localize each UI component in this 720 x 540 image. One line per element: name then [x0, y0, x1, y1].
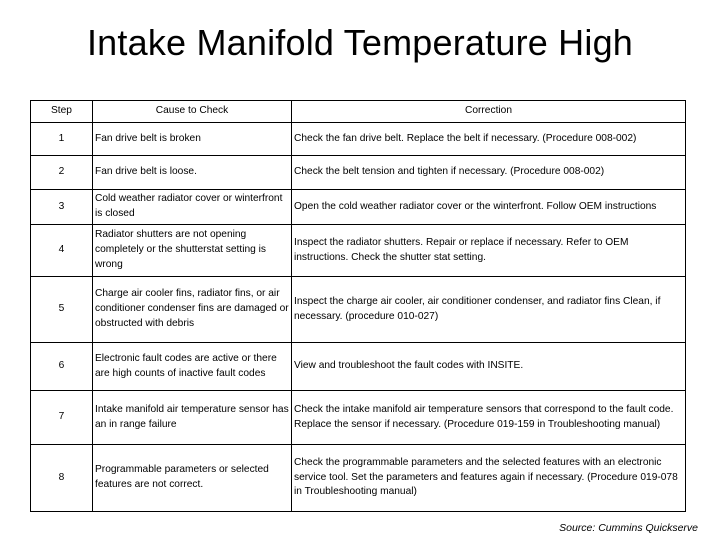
- header-correction: Correction: [292, 101, 686, 123]
- table-row: [31, 190, 686, 225]
- table-row: [31, 343, 686, 391]
- correction-cell: Check the programmable parameters and the selected features with an electronic service tool. Set the parameters and features again if necessary. (Procedure 019-078 in Troubleshooting manual): [292, 445, 686, 512]
- header-cause: Cause to Check: [93, 101, 292, 123]
- correction-cell: Check the belt tension and tighten if necessary. (Procedure 008-002): [292, 156, 686, 190]
- table-row: [31, 156, 686, 190]
- correction-cell: View and troubleshoot the fault codes with INSITE.: [292, 343, 686, 391]
- table-row: [31, 445, 686, 512]
- cause-cell: Radiator shutters are not opening completely or the shutterstat setting is wrong: [93, 225, 292, 277]
- header-step: Step: [31, 101, 93, 123]
- table-row: [31, 123, 686, 156]
- step-cell: 7: [31, 391, 93, 445]
- cause-cell: Programmable parameters or selected features are not correct.: [93, 445, 292, 512]
- step-cell: 2: [31, 156, 93, 190]
- cause-cell: Fan drive belt is broken: [93, 123, 292, 156]
- table-row: [31, 391, 686, 445]
- correction-cell: Inspect the charge air cooler, air conditioner condenser, and radiator fins Clean, if necessary. (procedure 010-027): [292, 277, 686, 343]
- cause-cell: Fan drive belt is loose.: [93, 156, 292, 190]
- source-caption: Source: Cummins Quickserve: [559, 522, 698, 534]
- step-cell: 5: [31, 277, 93, 343]
- correction-cell: Check the intake manifold air temperature sensors that correspond to the fault code. Replace the sensor if necessary. (Procedure 019-159 in Troubleshooting manual): [292, 391, 686, 445]
- cause-cell: Electronic fault codes are active or there are high counts of inactive fault codes: [93, 343, 292, 391]
- step-cell: 6: [31, 343, 93, 391]
- step-cell: 8: [31, 445, 93, 512]
- step-cell: 4: [31, 225, 93, 277]
- table-row: [31, 225, 686, 277]
- cause-cell: Intake manifold air temperature sensor has an in range failure: [93, 391, 292, 445]
- page-title: Intake Manifold Temperature High: [86, 22, 634, 63]
- correction-cell: Check the fan drive belt. Replace the belt if necessary. (Procedure 008-002): [292, 123, 686, 156]
- step-cell: 1: [31, 123, 93, 156]
- cause-cell: Charge air cooler fins, radiator fins, or air conditioner condenser fins are damaged or obstructed with debris: [93, 277, 292, 343]
- correction-cell: Open the cold weather radiator cover or the winterfront. Follow OEM instructions: [292, 190, 686, 225]
- correction-cell: Inspect the radiator shutters. Repair or replace if necessary. Refer to OEM instructions. Check the shutter stat setting.: [292, 225, 686, 277]
- troubleshooting-table: [30, 100, 686, 512]
- table-row: [31, 277, 686, 343]
- step-cell: 3: [31, 190, 93, 225]
- cause-cell: Cold weather radiator cover or winterfront is closed: [93, 190, 292, 225]
- table-header-row: [31, 101, 686, 123]
